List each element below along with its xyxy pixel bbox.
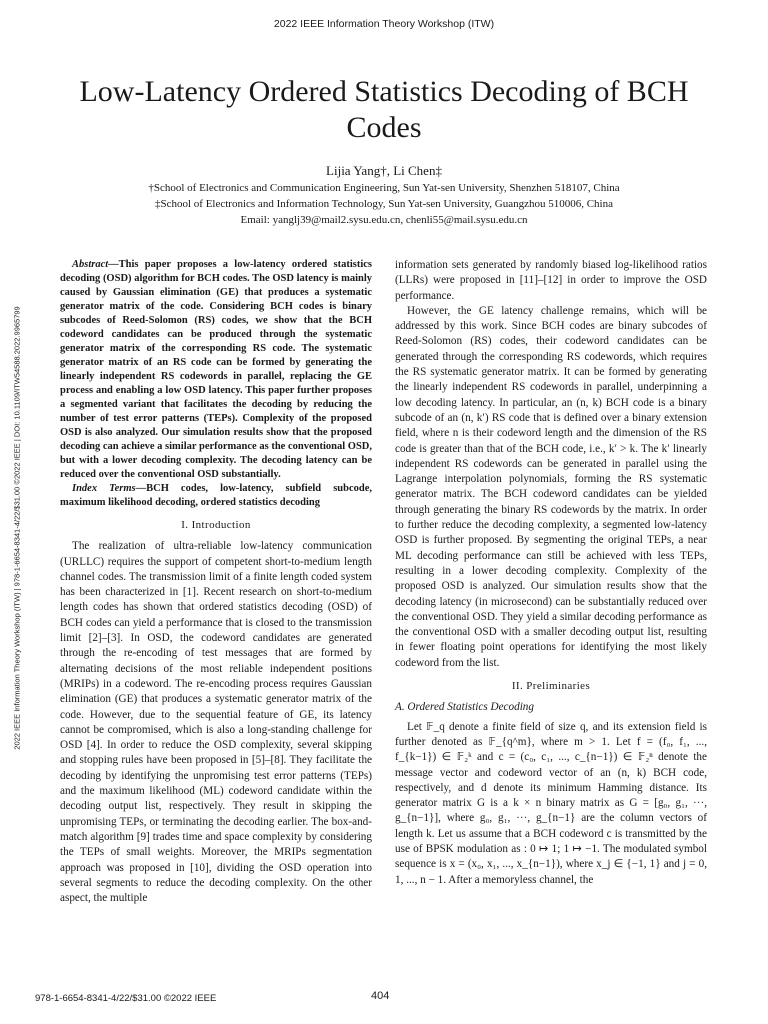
affiliation-1: †School of Electronics and Communication Engineering, Sun Yat-sen University, Shenzhen 518107, China <box>148 182 620 194</box>
abstract-text: —This paper proposes a low-latency ordered statistics decoding (OSD) algorithm for BCH codes. The OSD latency is mainly caused by Gaussian elimination (GE) that produces a systematic generator matrix of the code. Considering BCH codes is binary subcodes of Reed-Solomon (RS) codes, we show that the BCH codeword candidates can be produced through the systematic generator matrix of the corresponding RS code. The systematic generator matrix of an RS code can be formed by generating the linearly independent RS codewords in parallel, replacing the GE process and enabling a low OSD latency. This paper further proposes a segmented variant that facilitates the decoding by reducing the number of test error patterns (TEPs). Complexity of the proposed OSD is also analyzed. Our simulation results show that the proposed decoding can achieve a similar performance as the conventional OSD, but with a lower decoding complexity. The decoding latency can be reduced over the conventional OSD substantially. <box>60 259 372 480</box>
subsection-a-heading: A. Ordered Statistics Decoding <box>395 701 534 714</box>
authors: Lijia Yang†, Li Chen‡ <box>326 163 442 178</box>
conference-header: 2022 IEEE Information Theory Workshop (ITW) <box>273 18 495 30</box>
doi-sidebar-text: 2022 IEEE Information Theory Workshop (ITW) | 978-1-6654-8341-4/22/$31.00 ©2022 IEEE | DOI: 10.1109/ITW54588.2022.9965799 <box>12 306 22 750</box>
right-column <box>395 258 707 888</box>
email-line: Email: yanglj39@mail2.sysu.edu.cn, chenli55@mail.sysu.edu.cn <box>240 214 528 226</box>
intro-continuation: information sets generated by randomly biased log-likelihood ratios (LLRs) were proposed in [11]–[12] in order to improve the OSD performance. <box>395 259 707 302</box>
section-1-heading: I. Introduction <box>181 519 251 531</box>
index-terms-text: —BCH codes, low-latency, subfield subcode, maximum likelihood decoding, ordered statistics decoding <box>60 483 372 508</box>
footer-isbn: 978-1-6654-8341-4/22/$31.00 ©2022 IEEE <box>35 993 217 1004</box>
section-2-heading: II. Preliminaries <box>511 680 591 693</box>
page-number: 404 <box>371 990 390 1002</box>
intro-paragraph: The realization of ultra-reliable low-latency communication (URLLC) requires the support of competent short-to-medium length channel codes. The transmission limit of a finite length coded system has been characterized in [1]. Recent research on short-to-medium length codes has shown that ordered statistics decoding (OSD) of BCH codes can yield a performance that is closed to the transmission limit [2]–[3]. In OSD, the codeword candidates are generated through the re-encoding of test messages that are formed by alternating decisions of the most reliable independent positions (MRIPs) in a codeword. The re-encoding process requires Gaussian elimination (GE) that produces a systematic generator matrix of the code. However, due to the sequential feature of GE, its latency cannot be compromised, which is also a long-standing challenge for OSD [4]. In order to reduce the OSD complexity, several skipping and stopping rules have been proposed in [5]–[8]. They facilitate the decoding by identifying the unpromising test error patterns (TEPs) and the maximum likelihood (ML) codeword candidate within the decoding output list, respectively. They result in skipping the unpromising TEPs, or terminating the decoding earlier. The box-and-match algorithm [9] trades time and space complexity by considering the TEPs of small weights. Moreover, the MRIPs segmentation approach was proposed in [10], dividing the OSD operation into several segments to reduce the decoding complexity. On the other aspect, the multiple <box>60 540 372 905</box>
osd-paragraph: Let 𝔽_q denote a finite field of size q, and its extension field is further denoted as 𝔽_{q^m}, where m > 1. Let f = (f₀, f₁, ..., f_{k−1}) ∈ 𝔽₂ᵏ and c = (c₀, c₁, ..., c_{n−1}) ∈ 𝔽₂ⁿ denote the message vector and codeword vector of an (n, k) BCH code, respectively, and d denote its minimum Hamming distance. Its generator matrix G is a k × n binary matrix as G = [g₀, g₁, ···, g_{n−1}], where g₀, g₁, ···, g_{n−1} are the column vectors of length k. Let us assume that a BCH codeword c is transmitted by the use of BPSK modulation as : 0 ↦ 1; 1 ↦ −1. The modulated symbol sequence is x = (x₀, x₁, ..., x_{n−1}), where x_j ∈ {−1, 1} and j = 0, 1, ..., n − 1. After a memoryless channel, the <box>395 720 707 886</box>
abstract-lead: Abstract <box>72 259 109 270</box>
intro-paragraph-2: However, the GE latency challenge remains, which will be addressed by this work. Since BCH codes are binary subcodes of Reed-Solomon (RS) codes, their codeword candidates can be generated through the corresponding RS codewords, which requires the RS systematic generator matrix. It can be formed by generating the linearly independent RS codewords in parallel, underpinning a low decoding latency. In particular, an (n, k) BCH code is a binary subcode of an (n, k′) RS code that is defined over a binary extension field, where n is their codeword length and the dimension of the RS code is greater than that of the BCH code, i.e., k′ > k. The k′ linearly independent RS codewords can be generated in parallel using the Lagrange interpolation polynomials, forming the RS systematic generator matrix. The BCH codeword candidates can be yielded through generating the binary RS codewords by the matrix. In order to further reduce the decoding complexity, a segmented low-latency OSD is further proposed. By segmenting the original TEPs, a near ML decoding performance can still be achieved with less TEPs, resulting in a lower decoding complexity. Complexity of the proposed OSD is analyzed. Our simulation results show that the decoding latency (in microsecond) can be substantially reduced over the conventional OSD. They yield a similar decoding performance as the conventional OSD with a smaller decoding output list, resulting in fewer floating point operations for identifying the most likely codeword from the list. <box>395 304 707 669</box>
affiliation-2: ‡School of Electronics and Information Technology, Sun Yat-sen University, Guangzhou 510006, China <box>154 198 613 210</box>
index-terms-lead: Index Terms <box>72 483 136 494</box>
paper-title: Low-Latency Ordered Statistics Decoding of BCH Codes <box>79 75 689 144</box>
left-column <box>60 258 372 906</box>
index-terms <box>60 482 372 510</box>
doi-sidebar <box>6 228 28 828</box>
abstract <box>60 258 372 482</box>
